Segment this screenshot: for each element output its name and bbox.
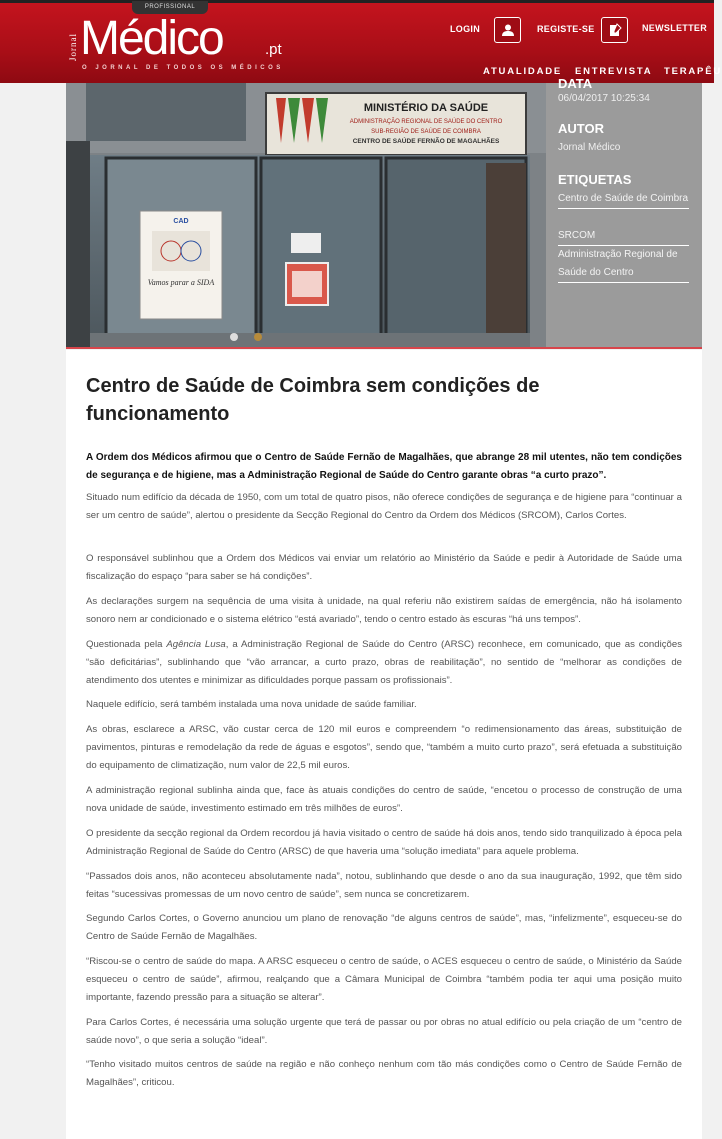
hero-divider	[66, 347, 702, 349]
edit-document-icon	[608, 23, 622, 37]
article-paragraph: As obras, esclarece a ARSC, vão custar cerca de 120 mil euros e compreendem “o redimensionamento das áreas, substituição de pavimentos, pinturas e remodelação da rede de águas e esgotos”, sendo que, “também a muito curto prazo”, será efetuada a substituição do equipamento de climatização, num valor de 22,5 mil euros.	[86, 724, 682, 771]
newsletter-link[interactable]: NEWSLETTER	[642, 23, 707, 33]
article-paragraph: A administração regional sublinha ainda que, face às atuais condições do centro de saúde, “encetou o processo de construção de uma nova unidade de saúde, investimento estimado em três milhões de euros”.	[86, 785, 682, 814]
article-paragraph: O responsável sublinhou que a Ordem dos Médicos vai enviar um relatório ao Ministério da Saúde e pedir à Autoridade de Saúde uma fiscalização do espaço “para saber se há condições”.	[86, 553, 682, 582]
login-link[interactable]: LOGIN	[450, 24, 480, 34]
paragraph-intro: Questionada pela	[86, 639, 167, 650]
author-name[interactable]: Jornal Médico	[558, 142, 621, 153]
article-paragraph: O presidente da secção regional da Ordem recordou já havia visitado o centro de saúde há dois anos, tendo sido tranquilizado à época pela Administração Regional de Saúde do Centro (ARSC) de que haveria uma “solução imediata” para aquele problema.	[86, 828, 682, 857]
article-hero	[66, 76, 702, 347]
article-meta-sidebar	[546, 76, 702, 347]
poster-text: Vamos parar a SIDA	[147, 278, 215, 287]
register-button[interactable]	[601, 17, 628, 43]
article-title: Centro de Saúde de Coimbra sem condições de funcionamento	[86, 375, 540, 425]
logo-tagline: O JORNAL DE TODOS OS MÉDICOS	[82, 65, 284, 71]
profissional-badge: PROFISSIONAL	[132, 1, 208, 14]
agencia-lusa-mention: Agência Lusa	[166, 639, 226, 650]
sign-line-1: ADMINISTRAÇÃO REGIONAL DE SAÚDE DO CENTRO	[349, 119, 503, 125]
poster-logo: CAD	[173, 218, 189, 225]
article-paragraph: Para Carlos Cortes, é necessária uma solução urgente que terá de passar ou por obras no atual edifício ou pela criação de um “centro de saúde novo”, o que seria a solução “ideal”.	[86, 1017, 682, 1046]
tag-link[interactable]: Administração Regional de Saúde do Centro	[558, 246, 689, 283]
tags-heading: ETIQUETAS	[558, 172, 632, 187]
article-paragraph: Situado num edifício da década de 1950, com um total de quatro pisos, não oferece condições de segurança e de higiene para “continuar a ser um centro de saúde”, alertou o presidente da Secção Regional do Centro da Ordem dos Médicos (SRCOM), Carlos Cortes.	[86, 492, 682, 521]
tag-link[interactable]: SRCOM	[558, 227, 689, 246]
user-icon	[501, 23, 515, 37]
site-header	[0, 0, 722, 83]
date-heading: DATA	[558, 76, 593, 91]
paragraph-rest: , a Administração Regional de Saúde do Centro (ARSC) reconhece, em comunicado, que as condições “são deficitárias”, sublinhando que “vão arrancar, a curto prazo, obras de reabilitação”, no sentido de “melhorar as condições de atendimento dos utentes e minimizar as dificuldades porque passam os profissionais”.	[86, 639, 683, 686]
article-paragraph: Segundo Carlos Cortes, o Governo anunciou um plano de renovação “de alguns centros de saúde”, mas, “infelizmente”, esqueceu-se do Centro de Saúde Fernão de Magalhães.	[86, 913, 682, 942]
article-lead: A Ordem dos Médicos afirmou que o Centro de Saúde Fernão de Magalhães, que abrange 28 mil utentes, não tem condições de segurança e de higiene, mas a Administração Regional de Saúde do Centro garante obras “a curto prazo”.	[86, 452, 682, 481]
login-button[interactable]	[494, 17, 521, 43]
article-photo	[66, 83, 546, 347]
logo-domain[interactable]: .pt	[265, 41, 282, 58]
article-paragraph: Naquele edifício, será também instalada uma nova unidade de saúde familiar.	[86, 699, 417, 710]
nav-entrevista[interactable]: ENTREVISTA	[575, 66, 653, 77]
article-paragraph: “Passados dois anos, não aconteceu absolutamente nada”, notou, sublinhando que desde o ano da sua inauguração, 1992, que têm sido feitas “sucessivas promessas de um novo centro de saúde”, sem nunca se concretizarem.	[86, 871, 682, 900]
sign-line-2: SUB-REGIÃO DE SAÚDE DE COIMBRA	[371, 129, 481, 135]
article-paragraph: “Tenho visitado muitos centros de saúde na região e não conheço nenhum com tão más condições como o Centro de Saúde Fernão de Magalhães”, criticou.	[86, 1059, 682, 1088]
author-heading: AUTOR	[558, 121, 604, 136]
article-paragraph: “Riscou-se o centro de saúde do mapa. A ARSC esqueceu o centro de saúde, o ACES esqueceu o centro de saúde, o Ministério da Saúde esqueceu o centro de saúde”, afirmou, realçando que a Câmara Municipal de Coimbra “também podia ter aqui uma posição muito importante, fazendo pressão para a situação se alterar”.	[86, 956, 682, 1003]
sign-line-3: CENTRO DE SAÚDE FERNÃO DE MAGALHÃES	[352, 138, 500, 145]
register-link[interactable]: REGISTE-SE	[537, 24, 595, 34]
nav-terapeutica[interactable]: TERAPÊU	[664, 66, 722, 77]
logo-jornal-text[interactable]: Jornal	[68, 33, 78, 61]
site-logo[interactable]: Médico	[80, 12, 223, 65]
article-paragraph: As declarações surgem na sequência de uma visita à unidade, na qual referiu não existirem saídas de emergência, não há isolamento sonoro nem ar condicionado e o sistema elétrico “está avariado”, tendo o centro estado às escuras “há uns tempos”.	[86, 596, 682, 625]
article-paragraph	[86, 636, 682, 690]
article-body	[66, 350, 702, 1139]
publish-date: 06/04/2017 10:25:34	[558, 93, 650, 104]
sign-title: MINISTÉRIO DA SAÚDE	[363, 102, 489, 114]
nav-atualidade[interactable]: ATUALIDADE	[483, 66, 563, 77]
health-center-storefront-image	[66, 83, 546, 347]
tag-link[interactable]: Centro de Saúde de Coimbra	[558, 190, 689, 209]
